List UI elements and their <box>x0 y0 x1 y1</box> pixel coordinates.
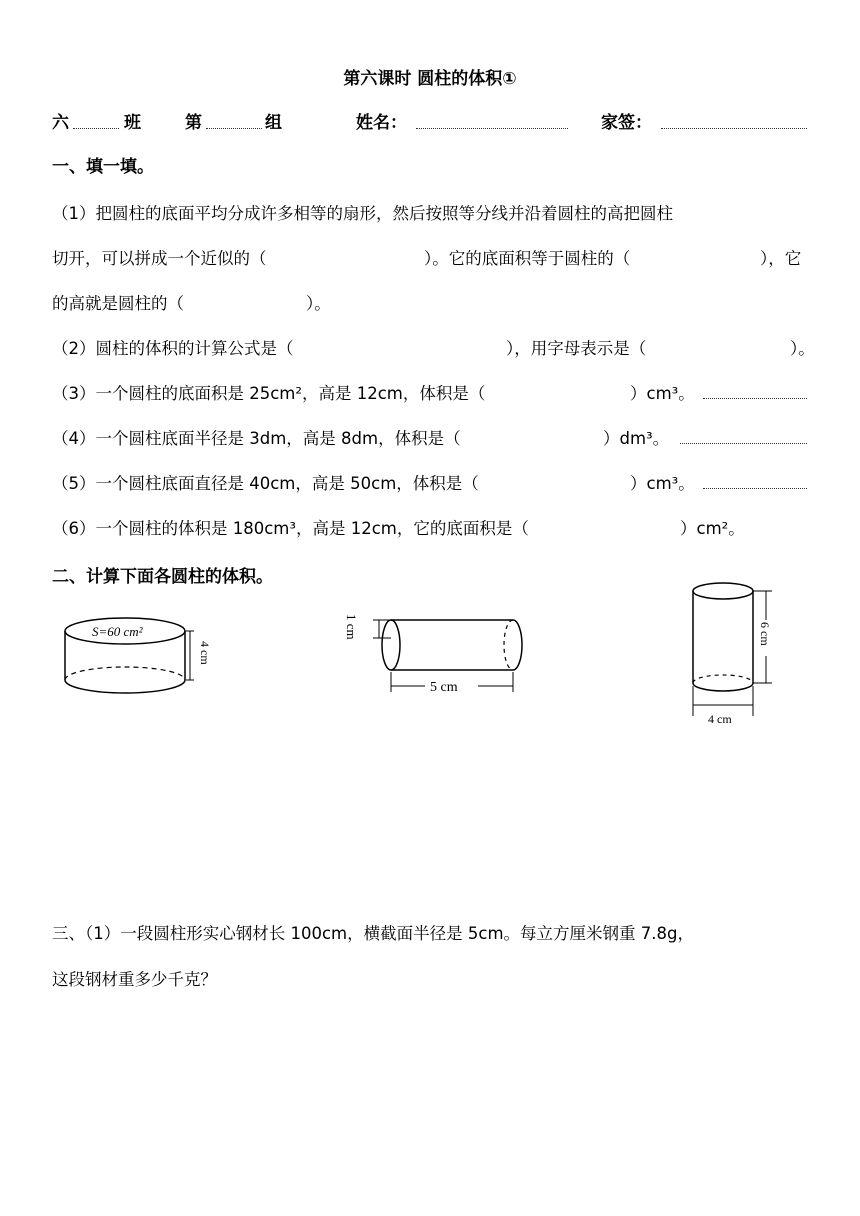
class-blank[interactable] <box>73 128 119 129</box>
parent-sign-blank[interactable] <box>661 128 807 129</box>
q5-text-b: ）cm³。 <box>630 474 695 493</box>
name-label: 姓名： <box>356 113 407 133</box>
q3-answer-blank[interactable] <box>703 398 807 399</box>
section3-line1: 三、（1）一段圆柱形实心钢材长 100cm，横截面半径是 5cm。每立方厘米钢重 7.8g， <box>52 924 694 943</box>
q4-text-a: （4）一个圆柱底面半径是 3dm，高是 8dm，体积是（ <box>52 429 461 448</box>
q3-text-a: （3）一个圆柱的底面积是 25cm²，高是 12cm，体积是（ <box>52 384 486 403</box>
q1-line2-a: 切开，可以拼成一个近似的（ <box>52 249 267 268</box>
section1-heading: 一、填一填。 <box>52 157 154 177</box>
class-label: 班 <box>124 113 141 133</box>
name-blank[interactable] <box>416 128 568 129</box>
q1-line3-b: ）。 <box>306 294 331 313</box>
fig2-diameter-label: 1 cm <box>344 614 359 640</box>
fig3-diameter-label: 4 cm <box>708 712 732 726</box>
grade-label: 六 <box>52 113 69 133</box>
q2-text-b: ），用字母表示是（ <box>506 339 647 358</box>
q4-answer-blank[interactable] <box>680 443 807 444</box>
q2-text-c: ）。 <box>790 339 815 358</box>
cylinder-figure-2 <box>335 608 535 703</box>
q6-text-b: ）cm²。 <box>680 519 745 538</box>
section3-line2: 这段钢材重多少千克？ <box>52 970 217 989</box>
q3-text-b: ）cm³。 <box>630 384 695 403</box>
q5-text-a: （5）一个圆柱底面直径是 40cm，高是 50cm，体积是（ <box>52 474 479 493</box>
section2-heading: 二、计算下面各圆柱的体积。 <box>52 567 273 587</box>
q1-line3-a: 的高就是圆柱的（ <box>52 294 184 313</box>
seq-label: 第 <box>185 113 202 133</box>
q2-text-a: （2）圆柱的体积的计算公式是（ <box>52 339 294 358</box>
q1-line2-c: ），它 <box>760 249 802 268</box>
fig1-area-label: S=60 cm² <box>92 624 143 639</box>
fig2-length-label: 5 cm <box>430 680 458 695</box>
q4-text-b: ）dm³。 <box>603 429 670 448</box>
fig1-height-label: 4 cm <box>198 641 212 665</box>
q6-text-a: （6）一个圆柱的体积是 180cm³，高是 12cm，它的底面积是（ <box>52 519 529 538</box>
cylinder-figure-1 <box>58 608 228 708</box>
page-title: 第六课时 圆柱的体积① <box>343 69 517 89</box>
group-label: 组 <box>265 113 282 133</box>
q1-line1: （1）把圆柱的底面平均分成许多相等的扇形，然后按照等分线并沿着圆柱的高把圆柱 <box>52 204 673 223</box>
group-blank[interactable] <box>206 128 262 129</box>
parent-sign-label: 家签： <box>601 113 652 133</box>
q1-line2-b: ）。它的底面积等于圆柱的（ <box>424 249 631 268</box>
cylinder-figure-3 <box>680 580 790 730</box>
fig3-height-label: 6 cm <box>758 622 772 646</box>
q5-answer-blank[interactable] <box>703 488 807 489</box>
